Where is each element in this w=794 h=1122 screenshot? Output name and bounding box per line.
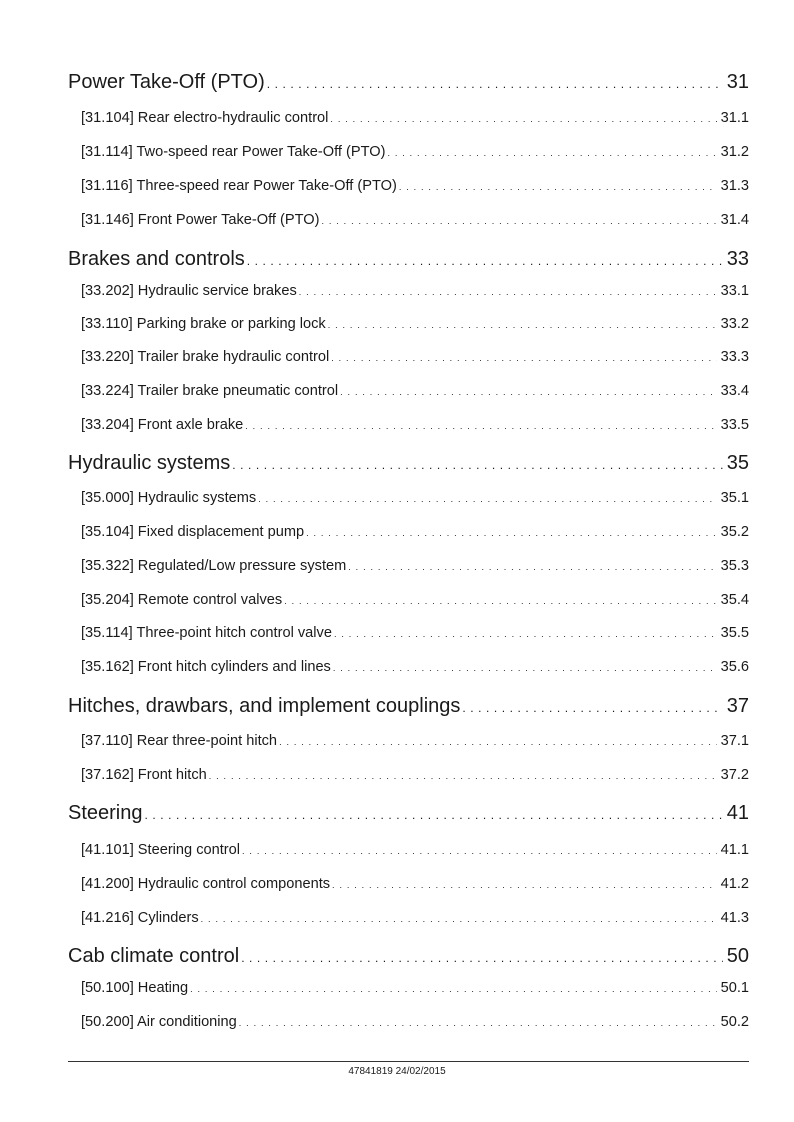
dot-leader xyxy=(387,144,716,160)
toc-entry[interactable] xyxy=(81,910,749,930)
toc-page-number: 37 xyxy=(726,695,749,717)
toc-page-number: 41.3 xyxy=(720,910,749,926)
toc-page-number: 35.1 xyxy=(720,490,749,506)
toc-page-number: 35.3 xyxy=(720,558,749,574)
toc-page-number: 33.4 xyxy=(720,383,749,399)
toc-page-number: 33.2 xyxy=(720,316,749,332)
toc-section[interactable] xyxy=(68,945,749,971)
dot-leader xyxy=(267,71,723,94)
dot-leader xyxy=(209,767,717,783)
toc-section[interactable] xyxy=(68,71,749,97)
toc-page-number: 31.1 xyxy=(720,110,749,126)
toc-page-number: 35 xyxy=(726,452,749,474)
toc-entry[interactable] xyxy=(81,980,749,1000)
toc-entry[interactable] xyxy=(81,659,749,679)
toc-page-number: 35.4 xyxy=(720,592,749,608)
toc-page-number: 50.2 xyxy=(720,1014,749,1030)
dot-leader xyxy=(258,490,716,506)
toc-title: Power Take-Off (PTO) xyxy=(68,71,265,93)
toc-title: [35.322] Regulated/Low pressure system xyxy=(81,558,347,574)
toc-page-number: 31.2 xyxy=(720,144,749,160)
toc-page-number: 31 xyxy=(726,71,749,93)
footer-divider xyxy=(68,1061,749,1062)
dot-leader xyxy=(279,733,717,749)
dot-leader xyxy=(340,383,716,399)
toc-page-number: 37.1 xyxy=(720,733,749,749)
toc-title: Steering xyxy=(68,802,143,824)
toc-title: [37.162] Front hitch xyxy=(81,767,207,783)
toc-title: Hitches, drawbars, and implement couplings xyxy=(68,695,461,717)
toc-page-number: 33.5 xyxy=(720,417,749,433)
toc-entry[interactable] xyxy=(81,212,749,232)
toc-entry[interactable] xyxy=(81,490,749,510)
toc-title: [33.202] Hydraulic service brakes xyxy=(81,283,297,299)
toc-title: [50.200] Air conditioning xyxy=(81,1014,237,1030)
toc-page-number: 35.6 xyxy=(720,659,749,675)
toc-title: [31.146] Front Power Take-Off (PTO) xyxy=(81,212,320,228)
toc-entry[interactable] xyxy=(81,178,749,198)
toc-entry[interactable] xyxy=(81,1014,749,1034)
dot-leader xyxy=(245,417,716,433)
dot-leader xyxy=(299,283,717,299)
toc-page-number: 33.3 xyxy=(720,349,749,365)
toc-page-number: 41 xyxy=(726,802,749,824)
toc-entry[interactable] xyxy=(81,767,749,787)
footer-document-id: 47841819 24/02/2015 xyxy=(348,1066,446,1077)
toc-page-number: 37.2 xyxy=(720,767,749,783)
dot-leader xyxy=(462,695,722,718)
toc-title: [35.162] Front hitch cylinders and lines xyxy=(81,659,331,675)
toc-entry[interactable] xyxy=(81,283,749,303)
toc-page-number: 33 xyxy=(726,248,749,270)
toc-page-number: 33.1 xyxy=(720,283,749,299)
dot-leader xyxy=(333,659,717,675)
toc-title: [35.114] Three-point hitch control valve xyxy=(81,625,332,641)
toc-section[interactable] xyxy=(68,452,749,478)
toc-title: Brakes and controls xyxy=(68,248,245,270)
toc-page-number: 35.5 xyxy=(720,625,749,641)
toc-section[interactable] xyxy=(68,695,749,721)
dot-leader xyxy=(247,248,723,271)
toc-page-number: 31.3 xyxy=(720,178,749,194)
dot-leader xyxy=(145,802,723,825)
toc-title: [33.110] Parking brake or parking lock xyxy=(81,316,326,332)
toc-entry[interactable] xyxy=(81,383,749,403)
toc-section[interactable] xyxy=(68,248,749,274)
toc-entry[interactable] xyxy=(81,524,749,544)
toc-entry[interactable] xyxy=(81,110,749,130)
toc-page-number: 41.1 xyxy=(720,842,749,858)
toc-entry[interactable] xyxy=(81,733,749,753)
dot-leader xyxy=(241,945,723,968)
toc-entry[interactable] xyxy=(81,316,749,336)
dot-leader xyxy=(334,625,717,641)
toc-title: [35.000] Hydraulic systems xyxy=(81,490,257,506)
toc-title: Hydraulic systems xyxy=(68,452,231,474)
toc-title: Cab climate control xyxy=(68,945,240,967)
toc-title: [41.200] Hydraulic control components xyxy=(81,876,331,892)
toc-entry[interactable] xyxy=(81,842,749,862)
toc-title: [33.220] Trailer brake hydraulic control xyxy=(81,349,330,365)
dot-leader xyxy=(284,592,716,608)
toc-entry[interactable] xyxy=(81,592,749,612)
toc-page-number: 41.2 xyxy=(720,876,749,892)
toc-title: [35.104] Fixed displacement pump xyxy=(81,524,305,540)
toc-title: [31.116] Three-speed rear Power Take-Off (PTO) xyxy=(81,178,397,194)
toc-page-number: 50 xyxy=(726,945,749,967)
dot-leader xyxy=(239,1014,717,1030)
dot-leader xyxy=(328,316,717,332)
dot-leader xyxy=(201,910,717,926)
toc-title: [35.204] Remote control valves xyxy=(81,592,283,608)
toc-page-number: 35.2 xyxy=(720,524,749,540)
toc-title: [37.110] Rear three-point hitch xyxy=(81,733,278,749)
dot-leader xyxy=(348,558,716,574)
toc-entry[interactable] xyxy=(81,417,749,437)
toc-title: [50.100] Heating xyxy=(81,980,189,996)
toc-entry[interactable] xyxy=(81,144,749,164)
dot-leader xyxy=(306,524,717,540)
toc-title: [41.101] Steering control xyxy=(81,842,241,858)
dot-leader xyxy=(190,980,716,996)
dot-leader xyxy=(399,178,717,194)
dot-leader xyxy=(242,842,717,858)
toc-title: [41.216] Cylinders xyxy=(81,910,199,926)
dot-leader xyxy=(321,212,716,228)
toc-entry[interactable] xyxy=(81,558,749,578)
toc-title: [33.204] Front axle brake xyxy=(81,417,244,433)
toc-title: [31.104] Rear electro-hydraulic control xyxy=(81,110,329,126)
dot-leader xyxy=(330,110,716,126)
toc-page-number: 31.4 xyxy=(720,212,749,228)
toc-title: [33.224] Trailer brake pneumatic control xyxy=(81,383,339,399)
toc-title: [31.114] Two-speed rear Power Take-Off (PTO) xyxy=(81,144,386,160)
toc-entry[interactable] xyxy=(81,625,749,645)
dot-leader xyxy=(232,452,722,475)
toc-page-number: 50.1 xyxy=(720,980,749,996)
toc-entry[interactable] xyxy=(81,876,749,896)
dot-leader xyxy=(331,349,716,365)
toc-section[interactable] xyxy=(68,802,749,828)
dot-leader xyxy=(332,876,717,892)
toc-entry[interactable] xyxy=(81,349,749,369)
